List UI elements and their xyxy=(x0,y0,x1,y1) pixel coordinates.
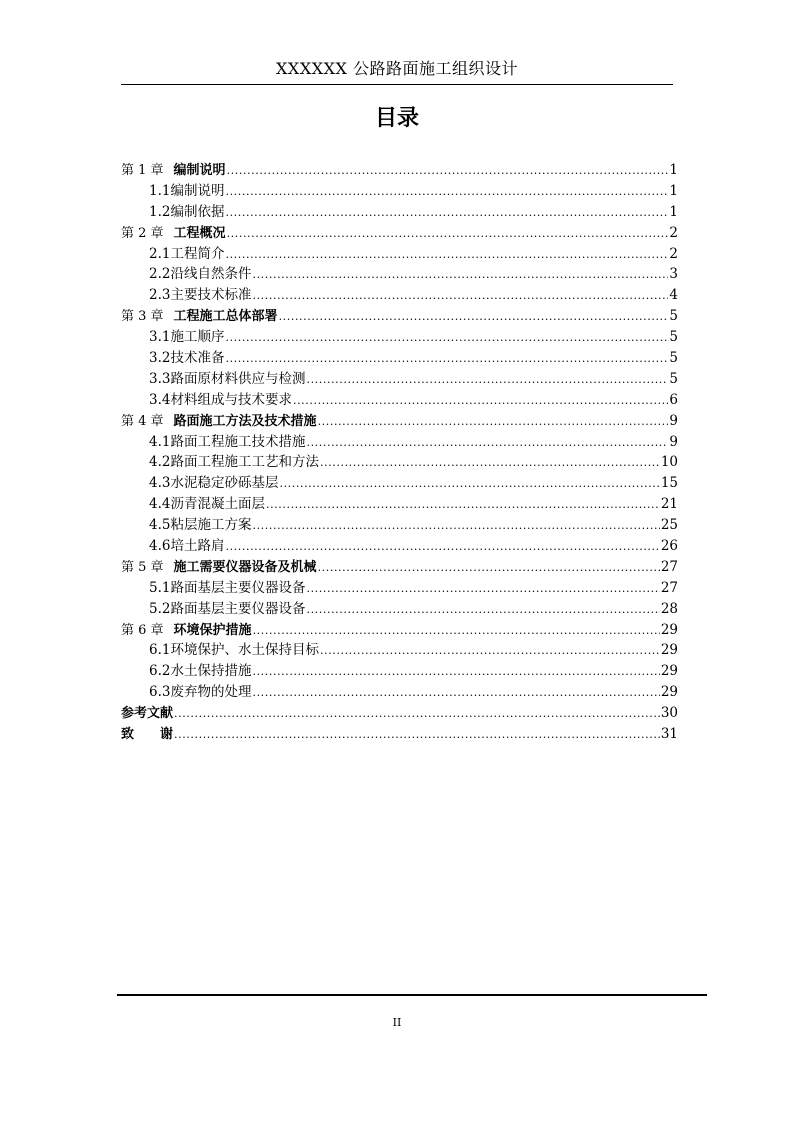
toc-entry-page: 29 xyxy=(660,663,678,680)
toc-entry-page: 2 xyxy=(669,224,678,241)
toc-entry-label: 主要技术标准 xyxy=(170,287,252,304)
toc-entry-title xyxy=(149,369,305,390)
dot-leader xyxy=(306,370,668,391)
toc-entry-label: 废弃物的处理 xyxy=(170,684,252,701)
toc-entry-number: 第 3 章 xyxy=(121,309,164,325)
dot-leader xyxy=(225,203,668,224)
toc-entry-title xyxy=(149,473,278,494)
dot-leader xyxy=(320,641,660,662)
toc-entry-page: 26 xyxy=(660,538,678,555)
toc-entry-title xyxy=(149,452,319,473)
toc-entry[interactable] xyxy=(121,640,678,661)
toc-entry-page: 29 xyxy=(660,621,678,638)
toc-entry-title xyxy=(149,390,292,411)
toc-entry-title xyxy=(121,224,226,245)
toc-entry-page: 5 xyxy=(669,350,678,367)
toc-entry-page: 5 xyxy=(669,308,678,325)
toc-entry-page: 4 xyxy=(669,287,678,304)
toc-entry-label: 环境保护、水土保持目标 xyxy=(170,642,319,659)
toc-entry-title xyxy=(149,599,305,620)
toc-entry[interactable] xyxy=(121,473,678,494)
toc-entry-number: 1.2 xyxy=(149,203,171,220)
dot-leader xyxy=(252,662,659,683)
toc-entry-page: 1 xyxy=(669,182,678,199)
dot-leader xyxy=(227,224,669,245)
toc-entry-label: 编制说明 xyxy=(170,182,225,199)
toc-entry-label: 水土保持措施 xyxy=(170,663,252,680)
toc-entry-label: 路面工程施工技术措施 xyxy=(170,433,306,450)
toc-entry-number: 4.2 xyxy=(149,454,171,471)
toc-entry[interactable] xyxy=(121,578,678,599)
toc-entry-title xyxy=(149,578,305,599)
toc-entry-number: 4.1 xyxy=(149,433,171,450)
toc-entry-page: 29 xyxy=(660,684,678,701)
toc-entry-title xyxy=(121,307,278,328)
toc-entry[interactable] xyxy=(121,244,678,265)
dot-leader xyxy=(320,453,660,474)
toc-entry-label: 工程简介 xyxy=(170,245,225,262)
toc-entry-title xyxy=(149,327,224,348)
dot-leader xyxy=(252,286,668,307)
toc-entry-page: 10 xyxy=(660,454,678,471)
toc-entry-number: 第 4 章 xyxy=(121,413,164,429)
toc-entry-label: 材料组成与技术要求 xyxy=(170,391,292,408)
toc-entry-label: 编制说明 xyxy=(173,163,226,178)
toc-entry[interactable] xyxy=(121,724,678,745)
toc-entry-label: 路面基层主要仪器设备 xyxy=(170,600,306,617)
toc-entry[interactable] xyxy=(121,160,678,181)
toc-entry-title xyxy=(121,161,226,182)
dot-leader xyxy=(279,307,669,328)
toc-entry-page: 1 xyxy=(669,203,678,220)
toc-entry-title xyxy=(149,536,224,557)
toc-entry-page: 27 xyxy=(660,579,678,596)
toc-entry-number: 4.6 xyxy=(149,538,171,555)
toc-entry-label: 路面基层主要仪器设备 xyxy=(170,579,306,596)
toc-entry-title xyxy=(149,661,251,682)
dot-leader xyxy=(227,161,669,182)
toc-entry-label: 环境保护措施 xyxy=(173,622,252,638)
toc-entry-label: 路面原材料供应与检测 xyxy=(170,370,306,387)
toc-entry-title xyxy=(149,432,305,453)
dot-leader xyxy=(252,683,659,704)
dot-leader xyxy=(279,474,659,495)
toc-entry[interactable] xyxy=(121,181,678,202)
dot-leader xyxy=(293,391,668,412)
toc-entry-number: 3.4 xyxy=(149,391,171,408)
toc-entry-page: 9 xyxy=(669,433,678,450)
toc-entry-number: 3.3 xyxy=(149,370,171,387)
header-rule xyxy=(121,84,673,85)
footer-rule xyxy=(117,994,707,996)
toc-entry-label: 施工顺序 xyxy=(170,329,225,346)
toc-entry-title xyxy=(121,704,173,725)
toc-entry-number: 第 5 章 xyxy=(121,559,164,575)
toc-entry-title xyxy=(149,515,251,536)
toc-entry-number: 4.3 xyxy=(149,475,171,492)
toc-entry[interactable] xyxy=(121,432,678,453)
toc-entry-number: 5.2 xyxy=(149,600,171,617)
toc-entry-label: 路面工程施工工艺和方法 xyxy=(170,454,319,471)
dot-leader xyxy=(318,558,660,579)
dot-leader xyxy=(318,412,669,433)
running-header: XXXXXX 公路路面施工组织设计 xyxy=(276,59,518,78)
dot-leader xyxy=(253,621,660,642)
dot-leader xyxy=(266,495,660,516)
toc-entry-page: 3 xyxy=(669,266,678,283)
toc-entry-title xyxy=(149,348,224,369)
toc-entry[interactable] xyxy=(121,703,678,724)
toc-entry-title xyxy=(149,202,224,223)
toc-entry[interactable] xyxy=(121,306,678,327)
toc-entry-title xyxy=(149,494,265,515)
toc-entry-page: 2 xyxy=(669,245,678,262)
toc-entry-number: 2.3 xyxy=(149,287,171,304)
toc-entry-number: 1.1 xyxy=(149,182,171,199)
toc-entry[interactable] xyxy=(121,661,678,682)
toc-entry-label: 参考文献 xyxy=(121,706,174,722)
toc-entry-page: 21 xyxy=(660,496,678,513)
toc-entry-label: 施工需要仪器设备及机械 xyxy=(173,559,317,575)
toc-entry[interactable] xyxy=(121,620,678,641)
toc-entry-label: 工程施工总体部署 xyxy=(173,309,278,325)
toc-entry-number: 2.1 xyxy=(149,245,171,262)
dot-leader xyxy=(174,704,660,725)
dot-leader xyxy=(174,725,660,746)
toc-entry-title xyxy=(149,181,224,202)
toc-entry[interactable] xyxy=(121,494,678,515)
toc-entry[interactable] xyxy=(121,223,678,244)
toc-entry-number: 5.1 xyxy=(149,579,171,596)
toc-entry-label: 沿线自然条件 xyxy=(170,266,252,283)
toc-entry-label: 培土路肩 xyxy=(170,538,225,555)
toc-entry-title xyxy=(149,264,251,285)
toc-entry[interactable] xyxy=(121,557,678,578)
toc-entry-number: 第 2 章 xyxy=(121,225,164,241)
toc-entry[interactable] xyxy=(121,369,678,390)
toc-entry-page: 6 xyxy=(669,391,678,408)
dot-leader xyxy=(306,600,659,621)
toc-entry-title xyxy=(121,725,173,746)
toc-entry-number: 3.1 xyxy=(149,329,171,346)
dot-leader xyxy=(225,537,659,558)
toc-entry-label: 编制依据 xyxy=(170,203,225,220)
toc-entry-number: 3.2 xyxy=(149,350,171,367)
toc-entry-label: 粘层施工方案 xyxy=(170,517,252,534)
toc-entry-number: 第 1 章 xyxy=(121,163,164,178)
dot-leader xyxy=(225,349,668,370)
dot-leader xyxy=(252,516,659,537)
toc-entry-title xyxy=(121,412,317,433)
toc-entry-title xyxy=(121,558,317,579)
toc-entry[interactable] xyxy=(121,202,678,223)
dot-leader xyxy=(306,433,668,454)
toc-entry[interactable] xyxy=(121,327,678,348)
toc-entry-page: 25 xyxy=(660,517,678,534)
toc-entry-page: 30 xyxy=(660,705,678,722)
dot-leader xyxy=(225,245,668,266)
toc-entry-number: 4.4 xyxy=(149,496,171,513)
toc-entry[interactable] xyxy=(121,411,678,432)
toc-title: 目录 xyxy=(374,106,419,131)
toc-entry-label: 技术准备 xyxy=(170,350,225,367)
page-number: II xyxy=(392,1016,402,1029)
toc-entry-page: 28 xyxy=(660,600,678,617)
table-of-contents xyxy=(121,160,678,745)
toc-entry-label: 沥青混凝土面层 xyxy=(170,496,265,513)
toc-entry[interactable] xyxy=(121,285,678,306)
dot-leader xyxy=(306,579,659,600)
toc-entry-number: 第 6 章 xyxy=(121,622,164,638)
toc-entry-number: 6.1 xyxy=(149,642,171,659)
toc-entry-number: 6.2 xyxy=(149,663,171,680)
toc-entry[interactable] xyxy=(121,348,678,369)
toc-entry[interactable] xyxy=(121,599,678,620)
toc-entry-page: 1 xyxy=(669,162,678,178)
toc-entry-page: 29 xyxy=(660,642,678,659)
toc-entry-number: 4.5 xyxy=(149,517,171,534)
toc-entry[interactable] xyxy=(121,452,678,473)
toc-entry-title xyxy=(121,621,252,642)
dot-leader xyxy=(225,182,668,203)
toc-entry-label: 致 谢 xyxy=(121,727,174,743)
toc-entry-page: 15 xyxy=(660,475,678,492)
toc-entry-label: 水泥稳定砂砾基层 xyxy=(170,475,279,492)
toc-entry-title xyxy=(149,640,319,661)
toc-entry-title xyxy=(149,244,224,265)
toc-entry-number: 2.2 xyxy=(149,266,171,283)
toc-entry-title xyxy=(149,285,251,306)
toc-entry[interactable] xyxy=(121,515,678,536)
toc-entry-title xyxy=(149,682,251,703)
dot-leader xyxy=(252,265,668,286)
toc-entry-label: 路面施工方法及技术措施 xyxy=(173,413,317,429)
toc-entry[interactable] xyxy=(121,536,678,557)
toc-entry-page: 9 xyxy=(669,412,678,429)
dot-leader xyxy=(225,328,668,349)
toc-entry-number: 6.3 xyxy=(149,684,171,701)
toc-entry-page: 27 xyxy=(660,558,678,575)
toc-entry-label: 工程概况 xyxy=(173,225,226,241)
toc-entry[interactable] xyxy=(121,264,678,285)
toc-entry[interactable] xyxy=(121,682,678,703)
toc-entry-page: 5 xyxy=(669,370,678,387)
toc-entry-page: 31 xyxy=(660,726,678,743)
toc-entry[interactable] xyxy=(121,390,678,411)
toc-entry-page: 5 xyxy=(669,329,678,346)
